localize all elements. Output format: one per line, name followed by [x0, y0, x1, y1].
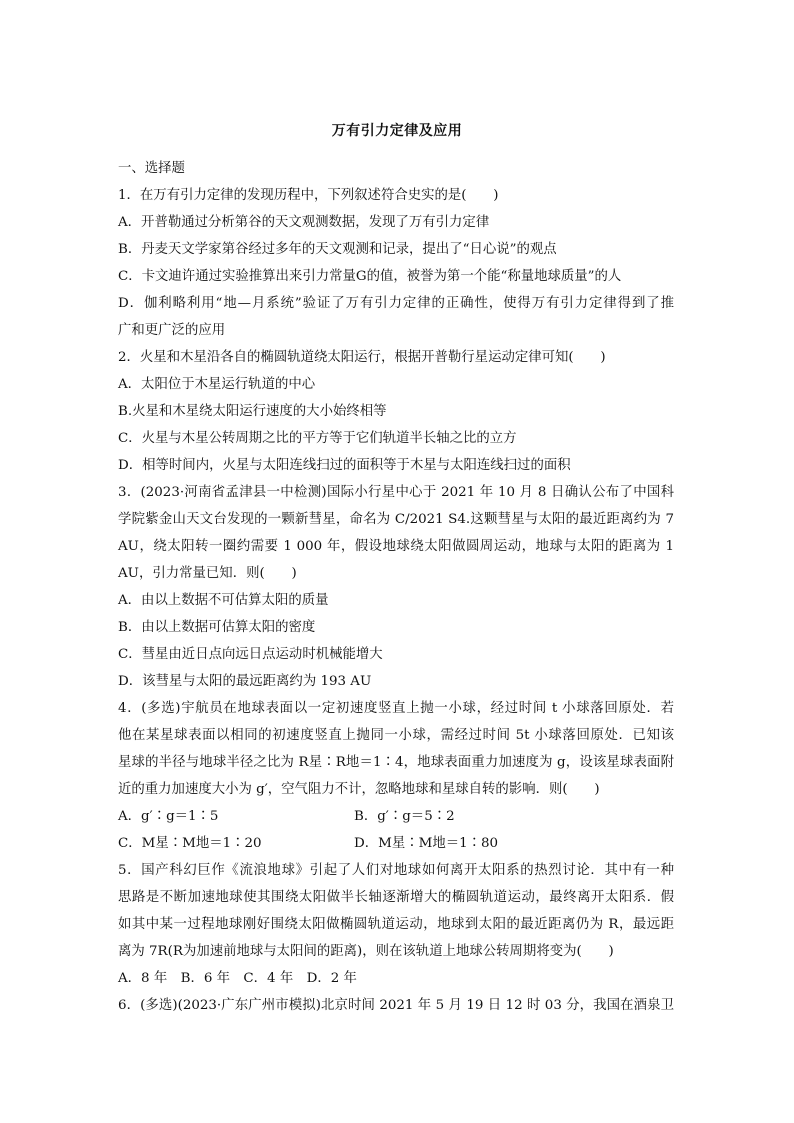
question-1-option-c: C．卡文迪许通过实验推算出来引力常量G的值，被誉为第一个能“称量地球质量”的人	[118, 269, 622, 284]
question-4-option-a: A．g′∶g＝1∶5	[118, 809, 219, 824]
question-3-option-a: A．由以上数据不可估算太阳的质量	[118, 593, 329, 608]
question-5-stem-line-2: 思路是不断加速地球使其围绕太阳做半长轴逐渐增大的椭圆轨道运动，最终离开太阳系．假	[118, 890, 674, 905]
question-5-options: A．8 年 B．6 年 C．4 年 D．2 年	[118, 971, 357, 986]
question-2-option-d: D．相等时间内，火星与太阳连线扫过的面积等于木星与太阳连线扫过的面积	[118, 458, 571, 473]
question-5-stem-line-3: 如其中某一过程地球刚好围绕太阳做椭圆轨道运动，地球到太阳的最近距离仍为 R，最远距	[118, 917, 674, 932]
question-2-option-b: B.火星和木星绕太阳运行速度的大小始终相等	[118, 404, 387, 419]
question-1-option-b: B．丹麦天文学家第谷经过多年的天文观测和记录，提出了“日心说”的观点	[118, 242, 557, 257]
question-3-option-b: B．由以上数据可估算太阳的密度	[118, 620, 316, 635]
question-2-stem: 2．火星和木星沿各自的椭圆轨道绕太阳运行，根据开普勒行星运动定律可知( )	[118, 350, 606, 365]
question-content	[118, 155, 674, 1019]
question-1-stem: 1．在万有引力定律的发现历程中，下列叙述符合史实的是( )	[118, 188, 499, 203]
question-3-stem-line-4: AU，引力常量已知．则( )	[118, 566, 297, 581]
question-5-stem-line-4: 离为 7R(R为加速前地球与太阳间的距离)，则在该轨道上地球公转周期将变为( )	[118, 944, 614, 959]
question-4-stem-line-3: 星球的半径与地球半径之比为 R星∶R地＝1∶4，地球表面重力加速度为 g，设该星球表面附	[118, 755, 674, 770]
question-4-options-row-2	[118, 830, 674, 857]
question-3-option-c: C．彗星由近日点向远日点运动时机械能增大	[118, 647, 383, 662]
question-3-option-d: D．该彗星与太阳的最远距离约为 193 AU	[118, 674, 372, 689]
question-2-option-a: A．太阳位于木星运行轨道的中心	[118, 377, 316, 392]
question-6-stem-line-1: 6．(多选)(2023·广东广州市模拟)北京时间 2021 年 5 月 19 日 12 时 03 分，我国在酒泉卫	[118, 998, 674, 1013]
question-1-option-d: D．伽利略利用“地—月系统”验证了万有引力定律的正确性，使得万有引力定律得到了推	[118, 296, 674, 311]
question-3-stem-line-2: 学院紫金山天文台发现的一颗新彗星，命名为 C/2021 S4.这颗彗星与太阳的最近距离约为 7	[118, 512, 674, 527]
question-3-stem-line-1: 3．(2023·河南省孟津县一中检测)国际小行星中心于 2021 年 10 月 8 日确认公布了中国科	[118, 485, 674, 500]
question-4-stem-line-1: 4．(多选)宇航员在地球表面以一定初速度竖直上抛一小球，经过时间 t 小球落回原处．若	[118, 701, 674, 716]
question-1-option-d-continued: 广和更广泛的应用	[118, 323, 226, 338]
question-3-stem-line-3: AU，绕太阳转一圈约需要 1 000 年，假设地球绕太阳做圆周运动，地球与太阳的距离为 1	[118, 539, 674, 554]
question-4-option-c: C．M星∶M地＝1∶20	[118, 836, 262, 851]
document-title: 万有引力定律及应用	[331, 123, 463, 139]
question-4-option-b: B．g′∶g＝5∶2	[354, 809, 455, 824]
question-4-options-row-1	[118, 803, 674, 830]
question-2-option-c: C．火星与木星公转周期之比的平方等于它们轨道半长轴之比的立方	[118, 431, 517, 446]
question-4-stem-line-2: 他在某星球表面以相同的初速度竖直上抛同一小球，需经过时间 5t 小球落回原处．已知该	[118, 728, 674, 743]
question-4-option-d: D．M星∶M地＝1∶80	[354, 836, 499, 851]
question-1-option-a: A．开普勒通过分析第谷的天文观测数据，发现了万有引力定律	[118, 215, 490, 230]
question-5-stem-line-1: 5．国产科幻巨作《流浪地球》引起了人们对地球如何离开太阳系的热烈讨论．其中有一种	[118, 863, 674, 878]
section-heading: 一、选择题	[118, 161, 185, 176]
question-4-stem-line-4: 近的重力加速度大小为 g′，空气阻力不计，忽略地球和星球自转的影响．则( )	[118, 782, 600, 797]
